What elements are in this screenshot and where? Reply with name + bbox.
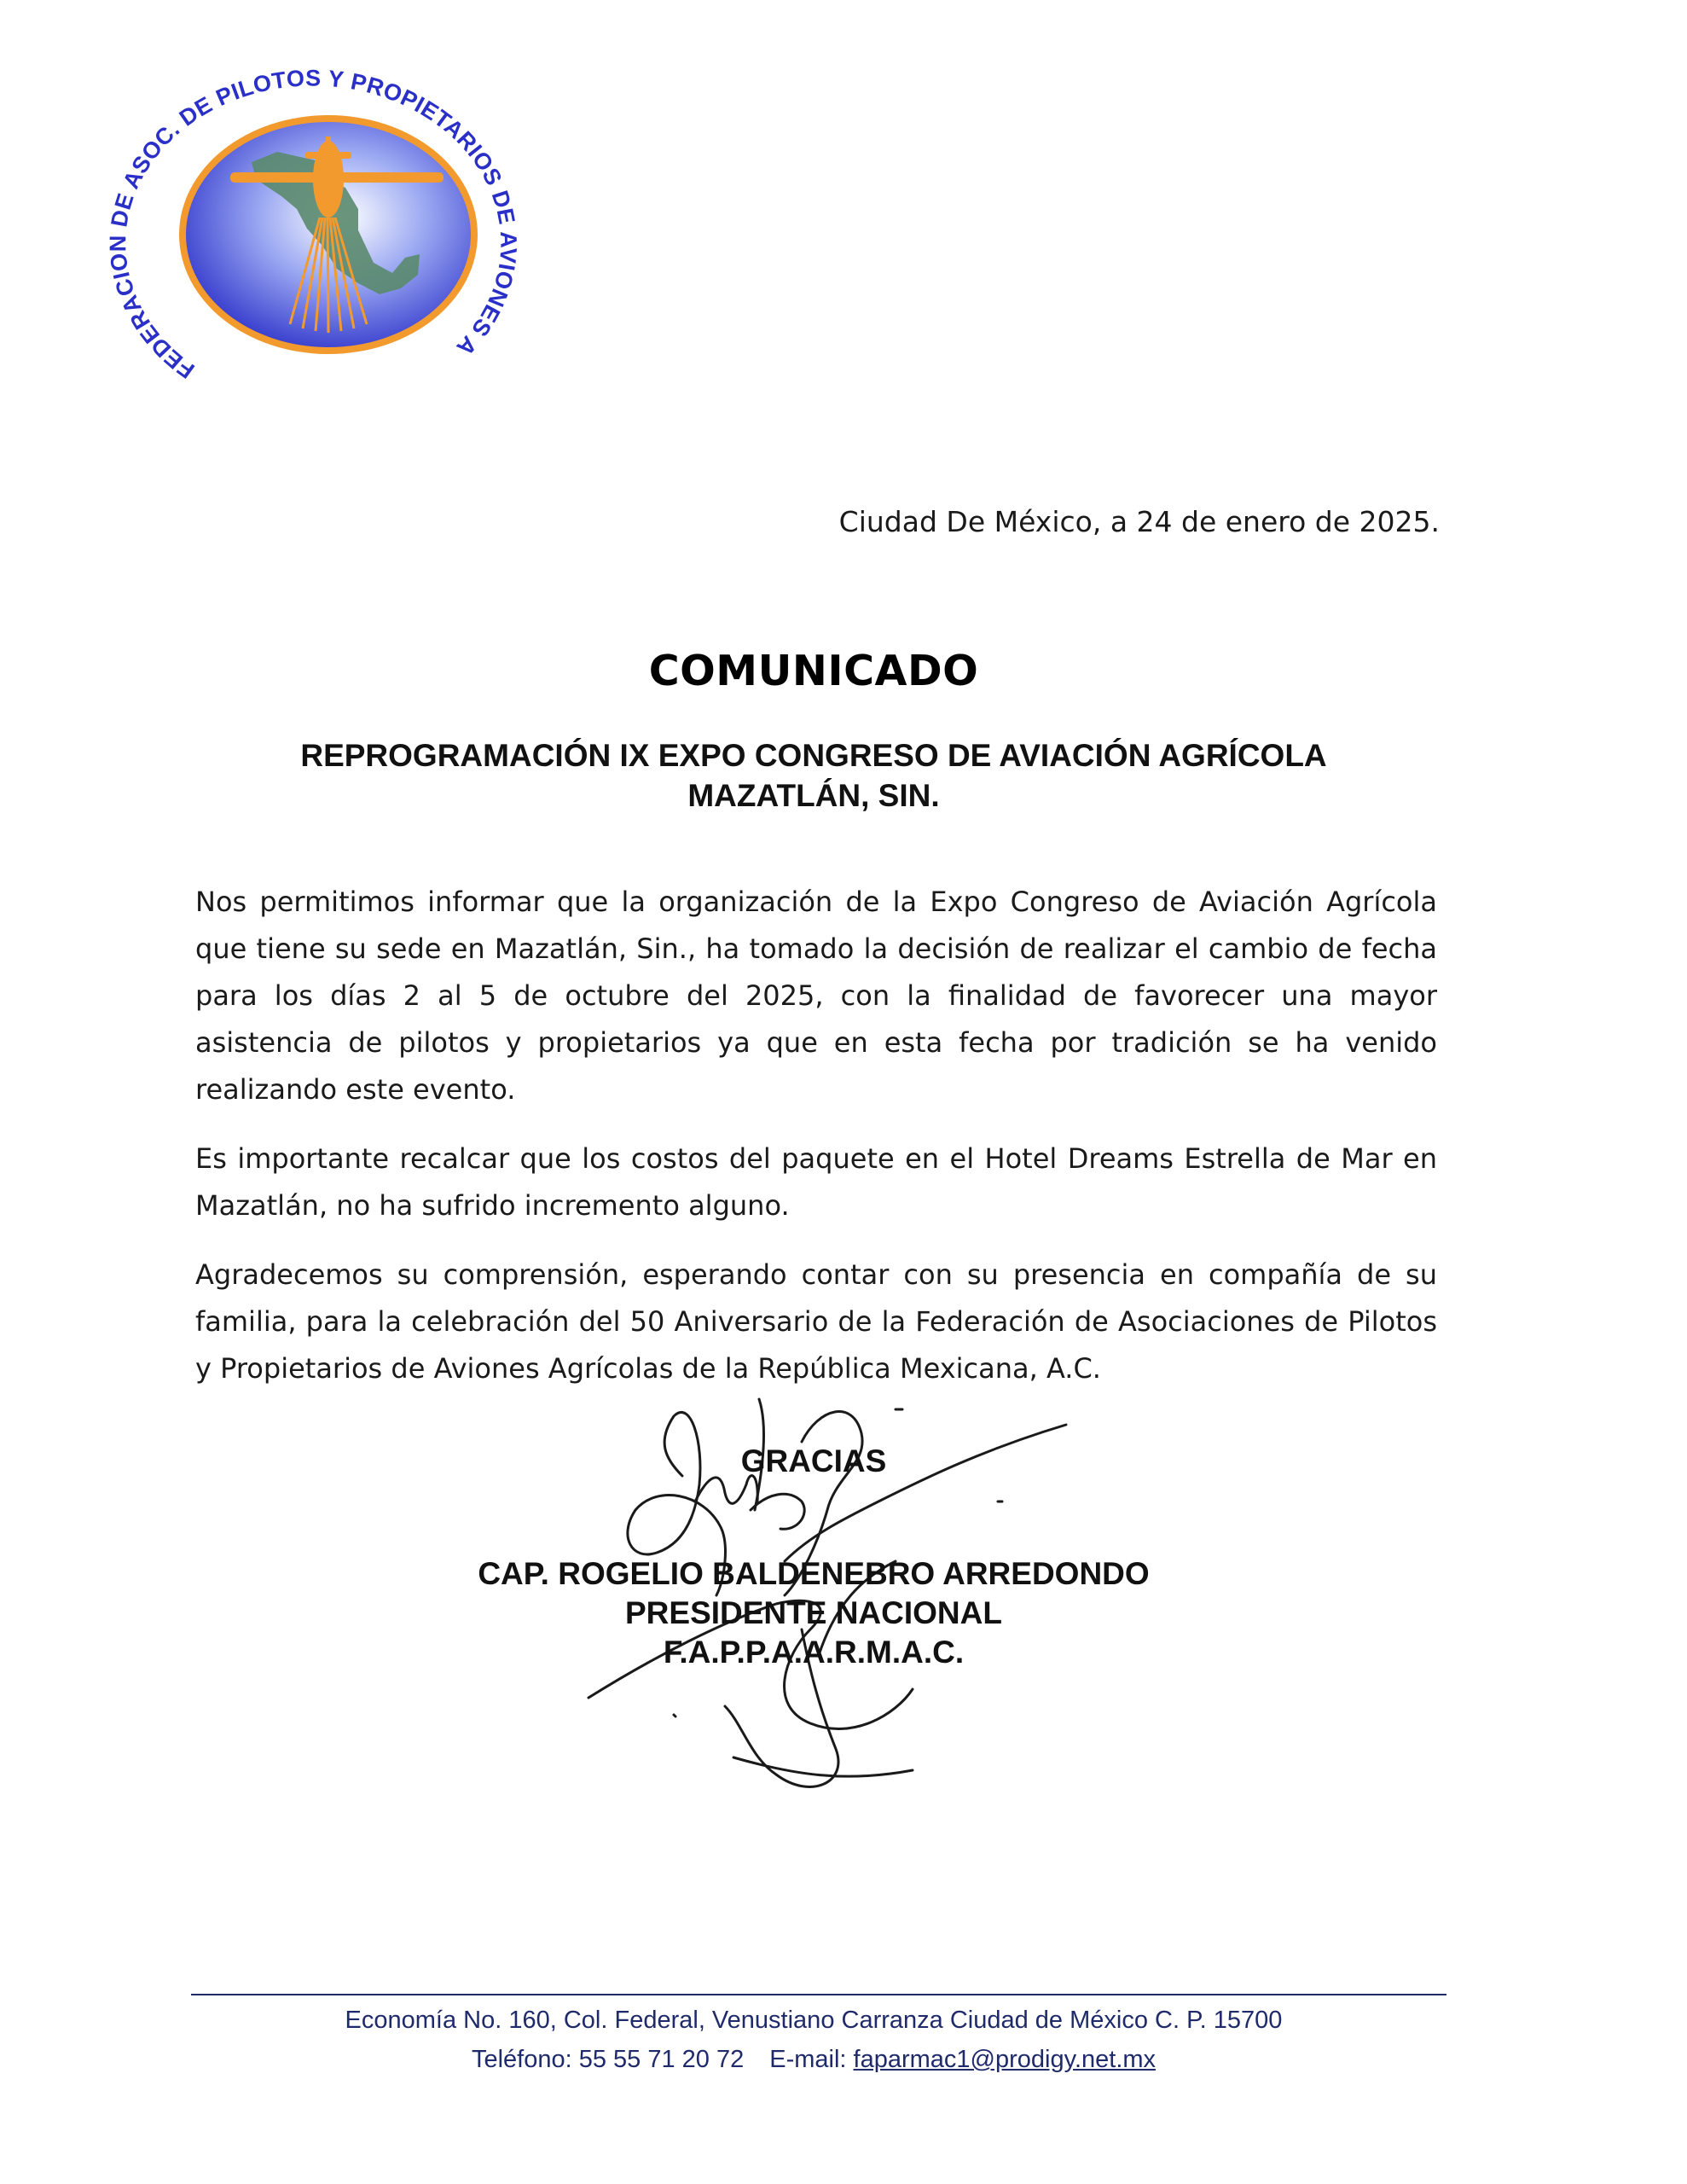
letter-body <box>195 879 1437 1414</box>
footer-contact <box>0 2046 1627 2074</box>
letter-date: Ciudad De México, a 24 de enero de 2025. <box>838 505 1440 538</box>
letter-subtitle <box>0 735 1627 816</box>
subtitle-line-1: REPROGRAMACIÓN IX EXPO CONGRESO DE AVIACIÓN AGRÍCOLA <box>300 738 1327 773</box>
footer-email-label: E-mail: <box>769 2046 847 2073</box>
signer-title: PRESIDENTE NACIONAL <box>625 1595 1002 1630</box>
footer-divider <box>191 1994 1446 1995</box>
federation-logo <box>102 60 546 401</box>
footer-phone: Teléfono: 55 55 71 20 72 <box>471 2046 745 2073</box>
body-paragraph-2: Es importante recalcar que los costos del paquete en el Hotel Dreams Estrella de Mar en Mazatlán, no ha sufrido incremento alguno. <box>195 1142 1437 1222</box>
federation-logo-graphic <box>102 60 546 401</box>
logo-ring-text: FEDERACION DE ASOC. DE PILOTOS Y PROPIETARIOS DE AVIONES A <box>105 65 522 384</box>
body-paragraph-1: Nos permitimos informar que la organización de la Expo Congreso de Aviación Agrícola que tiene su sede en Mazatlán, Sin., ha tomado la decisión de realizar el cambio de fecha para los días 2 al 5 de octubre del 2025, con la finalidad de favorecer una mayor asistencia de pilotos y propietarios ya que en esta fecha por tradición se ha venido realizando este evento. <box>195 886 1437 1106</box>
closing-gracias: GRACIAS <box>740 1443 887 1478</box>
footer-address: Economía No. 160, Col. Federal, Venustiano Carranza Ciudad de México C. P. 15700 <box>345 2007 1283 2034</box>
page-title: COMUNICADO <box>648 647 979 695</box>
footer-email-link[interactable]: faparmac1@prodigy.net.mx <box>853 2046 1157 2073</box>
signer-organization: F.A.P.P.A.A.R.M.A.C. <box>663 1635 965 1670</box>
body-paragraph-3: Agradecemos su comprensión, esperando contar con su presencia en compañía de su familia, para la celebración del 50 Aniversario de la Federación de Asociaciones de Pilotos y Propietarios de Aviones Agrícolas de la República Mexicana, A.C. <box>195 1258 1437 1385</box>
subtitle-line-2: MAZATLÁN, SIN. <box>687 778 940 813</box>
signer-name: CAP. ROGELIO BALDENEBRO ARREDONDO <box>478 1556 1150 1591</box>
signer-block <box>0 1554 1627 1672</box>
